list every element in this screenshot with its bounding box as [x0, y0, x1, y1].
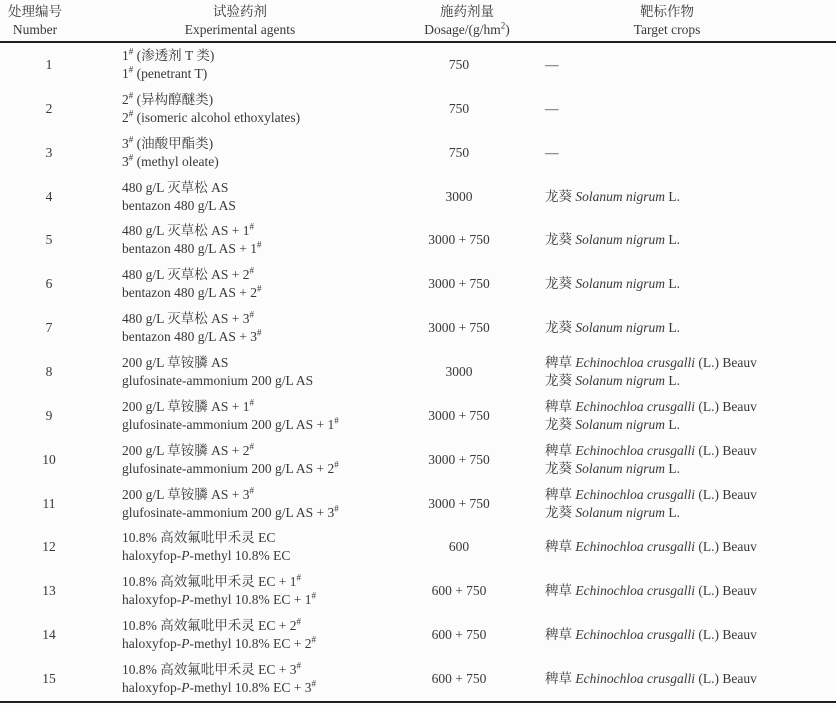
agent-line: 480 g/L 灭草松 AS + 3#: [122, 309, 254, 327]
treatment-number: 10: [42, 451, 56, 467]
dosage-cell: 3000 + 750: [428, 232, 490, 248]
table-row: [0, 394, 836, 438]
table-row: [0, 306, 836, 350]
agent-line: 480 g/L 灭草松 AS + 2#: [122, 265, 254, 283]
agent-line: 200 g/L 草铵膦 AS + 3#: [122, 485, 254, 502]
table-header: [0, 0, 836, 41]
crop-line: —: [545, 144, 559, 160]
dosage-cell: 3000: [445, 188, 473, 204]
crop-line: 龙葵 Solanum nigrum L.: [545, 416, 681, 432]
crop-line: 龙葵 Solanum nigrum L.: [545, 188, 681, 204]
dosage-cell: 600: [448, 539, 470, 555]
col-header-number-en: Number: [12, 21, 58, 37]
dosage-cell: 600 + 750: [431, 583, 487, 599]
col-header-number: [0, 0, 110, 41]
crops-cell: [528, 538, 836, 556]
col-header-crops-en: Target crops: [633, 21, 701, 37]
col-header-dosage-en: Dosage/$(g/hm^2)$: [424, 20, 510, 37]
crop-line: 龙葵 Solanum nigrum L.: [545, 504, 681, 520]
crops-cell: [528, 582, 836, 600]
agent-line: 480 g/L 灭草松 AS + 1#: [122, 221, 254, 239]
agent-cell: [110, 398, 390, 434]
treatment-number: 6: [45, 276, 53, 292]
agent-cell: [110, 617, 390, 653]
agent-cell: [110, 529, 390, 565]
treatment-number: 9: [45, 407, 53, 423]
agent-line: 200 g/L 草铵膦 AS + 1#: [122, 397, 254, 414]
crops-cell: [528, 670, 836, 688]
table-row: [0, 131, 836, 175]
col-header-dosage-zh: 施药剂量: [440, 3, 494, 19]
table-row: [0, 569, 836, 613]
crop-line: 稗草 Echinochloa crusgalli (L.) Beauv: [545, 354, 757, 370]
crop-line: —: [545, 100, 559, 116]
agent-line: 2# (异构醇醚类): [122, 90, 214, 107]
agent-line: 10.8% 高效氟吡甲禾灵 EC + 1#: [122, 572, 301, 590]
dosage-cell: 750: [448, 56, 470, 72]
treatment-number: 12: [42, 539, 56, 555]
dosage-cell: 750: [448, 100, 470, 116]
agent-line: haloxyfop-P-methyl 10.8% EC: [122, 548, 291, 564]
agent-line: haloxyfop-P-methyl 10.8% EC + 1#: [122, 590, 316, 608]
agent-cell: [110, 91, 390, 127]
crops-cell: [528, 275, 836, 293]
agent-line: haloxyfop-P-methyl 10.8% EC + 2#: [122, 634, 316, 652]
agent-cell: [110, 135, 390, 171]
dosage-cell: 750: [448, 144, 470, 160]
agent-line: glufosinate-ammonium 200 g/L AS + 3#: [122, 503, 339, 520]
dosage-cell: 3000 + 750: [428, 276, 490, 292]
col-header-agents-en: Experimental agents: [184, 21, 296, 37]
dosage-cell: 3000 + 750: [428, 407, 490, 423]
dosage-cell: 3000 + 750: [428, 451, 490, 467]
crop-line: 稗草 Echinochloa crusgalli (L.) Beauv: [545, 486, 757, 502]
table-row: [0, 262, 836, 306]
agent-line: 1# (渗透剂 T 类): [122, 46, 215, 63]
agent-line: 1# (penetrant T): [122, 64, 208, 81]
agent-cell: [110, 47, 390, 83]
agent-line: bentazon 480 g/L AS + 1#: [122, 239, 262, 257]
agent-cell: [110, 486, 390, 522]
treatment-number: 3: [45, 144, 53, 160]
crop-line: 稗草 Echinochloa crusgalli (L.) Beauv: [545, 583, 757, 599]
dosage-cell: 3000 + 750: [428, 320, 490, 336]
col-header-crops: [528, 0, 836, 41]
crops-cell: [528, 188, 836, 206]
dosage-cell: 3000: [445, 363, 473, 379]
crops-cell: [528, 100, 836, 118]
crop-line: 稗草 Echinochloa crusgalli (L.) Beauv: [545, 539, 757, 555]
agent-line: 10.8% 高效氟吡甲禾灵 EC + 2#: [122, 616, 301, 634]
crops-cell: [528, 56, 836, 74]
agent-line: 200 g/L 草铵膦 AS + 2#: [122, 441, 254, 458]
agent-line: 480 g/L 灭草松 AS: [122, 179, 229, 195]
col-header-number-zh: 处理编号: [8, 3, 62, 19]
treatment-number: 1: [45, 56, 53, 72]
table-row: [0, 43, 836, 87]
agent-line: glufosinate-ammonium 200 g/L AS: [122, 372, 314, 388]
col-header-agents: [110, 0, 390, 41]
crop-line: 龙葵 Solanum nigrum L.: [545, 372, 681, 388]
agent-line: bentazon 480 g/L AS + 2#: [122, 283, 262, 301]
table-row: [0, 657, 836, 701]
crops-cell: [528, 354, 836, 390]
treatment-number: 7: [45, 320, 53, 336]
table-row: [0, 350, 836, 394]
agent-cell: [110, 573, 390, 609]
table-row: [0, 175, 836, 219]
bottom-margin: [0, 703, 836, 709]
agent-line: glufosinate-ammonium 200 g/L AS + 1#: [122, 415, 339, 432]
col-header-agents-zh: 试验药剂: [213, 3, 267, 19]
agent-line: 2# (isomeric alcohol ethoxylates): [122, 108, 301, 125]
crops-cell: [528, 319, 836, 337]
crop-line: 稗草 Echinochloa crusgalli (L.) Beauv: [545, 627, 757, 643]
dosage-cell: 3000 + 750: [428, 495, 490, 511]
treatment-number: 4: [45, 188, 53, 204]
agent-cell: [110, 266, 390, 302]
col-header-dosage: [390, 0, 528, 41]
crops-cell: [528, 486, 836, 522]
crop-line: 龙葵 Solanum nigrum L.: [545, 320, 681, 336]
table-row: [0, 87, 836, 131]
agent-line: 3# (油酸甲酯类): [122, 134, 214, 151]
crops-cell: [528, 626, 836, 644]
treatment-number: 8: [45, 363, 53, 379]
agent-cell: [110, 222, 390, 258]
agent-cell: [110, 442, 390, 478]
crops-cell: [528, 231, 836, 249]
agent-line: 10.8% 高效氟吡甲禾灵 EC: [122, 530, 276, 546]
agent-line: 3# (methyl oleate): [122, 152, 219, 169]
treatment-number: 15: [42, 670, 56, 686]
agent-line: glufosinate-ammonium 200 g/L AS + 2#: [122, 459, 339, 476]
treatment-number: 14: [42, 627, 56, 643]
crop-line: 稗草 Echinochloa crusgalli (L.) Beauv: [545, 670, 757, 686]
dosage-cell: 600 + 750: [431, 670, 487, 686]
treatment-number: 13: [42, 583, 56, 599]
col-header-crops-zh: 靶标作物: [640, 3, 694, 19]
table-row: [0, 218, 836, 262]
agent-line: 10.8% 高效氟吡甲禾灵 EC + 3#: [122, 660, 301, 677]
treatment-number: 11: [42, 495, 56, 511]
table-body: [0, 43, 836, 701]
crops-cell: [528, 442, 836, 478]
table-row: [0, 525, 836, 569]
crops-cell: [528, 144, 836, 162]
agent-line: bentazon 480 g/L AS + 3#: [122, 327, 262, 345]
dosage-cell: 600 + 750: [431, 627, 487, 643]
crop-line: 稗草 Echinochloa crusgalli (L.) Beauv: [545, 442, 757, 458]
agent-line: haloxyfop-P-methyl 10.8% EC + 3#: [122, 678, 316, 695]
crop-line: —: [545, 56, 559, 72]
crop-line: 龙葵 Solanum nigrum L.: [545, 276, 681, 292]
table-row: [0, 438, 836, 482]
table-row: [0, 613, 836, 657]
agent-line: bentazon 480 g/L AS: [122, 197, 236, 213]
agent-cell: [110, 310, 390, 346]
treatment-number: 5: [45, 232, 53, 248]
agent-cell: [110, 661, 390, 697]
crop-line: 龙葵 Solanum nigrum L.: [545, 232, 681, 248]
crop-line: 龙葵 Solanum nigrum L.: [545, 460, 681, 476]
crop-line: 稗草 Echinochloa crusgalli (L.) Beauv: [545, 398, 757, 414]
agent-cell: [110, 179, 390, 215]
agent-line: 200 g/L 草铵膦 AS: [122, 354, 229, 370]
agent-cell: [110, 354, 390, 390]
crops-cell: [528, 398, 836, 434]
treatment-number: 2: [45, 100, 53, 116]
table-row: [0, 482, 836, 526]
